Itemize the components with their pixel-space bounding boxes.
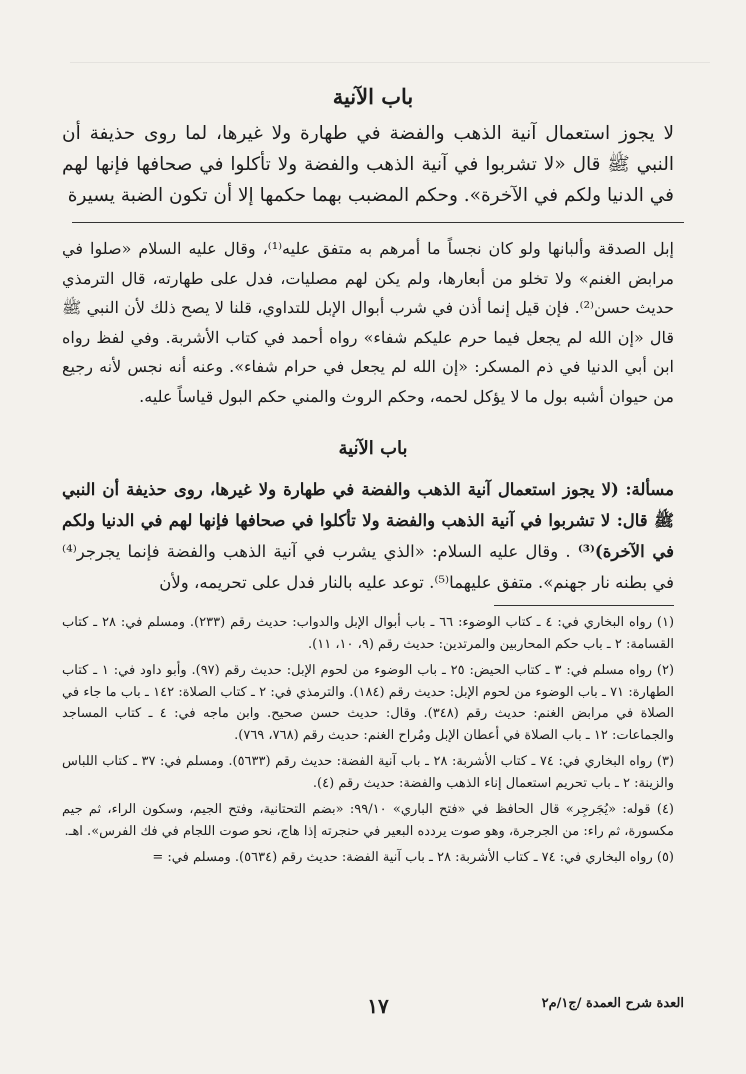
footnote-divider: [494, 605, 674, 606]
masala-label: مسألة:: [625, 480, 674, 499]
footnote-2: (٢) رواه مسلم في: ٣ ـ كتاب الحيض: ٢٥ ـ باب الوضوء من لحوم الإبل: حديث رقم (٩٧). وأبو داود في: ١ ـ كتاب الطهارة: ٧١ ـ باب الوضوء من لحوم الإبل: حديث رقم (١٨٤). والترمذي في: ٢ ـ كتاب الصلاة: ١٤٢ ـ باب ما جاء في الصلاة في مرابض الغنم: حديث رقم (٣٤٨). وقال: حديث حسن صحيح. وابن ماجه في: ٤ ـ كتاب المساجد والجماعات: ١٢ ـ باب الصلاة في أعطان الإبل ومُراح الغنم: حديث رقم (٧٦٨، ٧٦٩).: [62, 663, 675, 743]
matn-paragraph: لا يجوز استعمال آنية الذهب والفضة في طهارة ولا غيرها، لما روى حذيفة أن النبي ﷺ قال «لا تشربوا في آنية الذهب والفضة ولا تأكلوا في صحافها فإنها لهم في الدنيا ولكم في الآخرة». وحكم المضبب بهما حكمها إلا أن تكون الضبة يسيرة: [62, 123, 674, 206]
masala-quote: (لا يجوز استعمال آنية الذهب والفضة في طهارة ولا غيرها، روى حذيفة أن النبي ﷺ قال: لا تشربوا في آنية الذهب والفضة ولا تأكلوا في صحافها فإنها لهم في الدنيا ولكم في الآخرة)⁽³⁾: [62, 480, 674, 561]
matn-divider: [72, 222, 684, 223]
running-title: العدة شرح العمدة /ج١/م٢: [541, 996, 684, 1011]
footnote-1: (١) رواه البخاري في: ٤ ـ كتاب الوضوء: ٦٦ ـ باب أبوال الإبل والدواب: حديث رقم (٢٣٣). ومسلم في: ٢٨ ـ كتاب القسامة: ٢ ـ باب حكم المحاربين والمرتدين: حديث رقم (٩، ١٠، ١١).: [62, 615, 675, 652]
page-number: ١٧: [367, 994, 389, 1018]
commentary-paragraph: إبل الصدقة وألبانها ولو كان نجساً ما أمرهم به متفق عليه⁽¹⁾، وقال عليه السلام «صلوا في مرابض الغنم» ولا تخلو من أبعارها، ولم يكن لهم مصليات، فدل على طهارته، قال الترمذي حديث حسن⁽²⁾. فإن قيل إنما أذن في شرب أبوال الإبل للتداوي، قلنا لا يصح ذلك لأن النبي ﷺ قال «إن الله لم يجعل فيما حرم عليكم شفاء» رواه أحمد في كتاب الأشربة. وفي لفظ رواه ابن أبي الدنيا في ذم المسكر: «إن الله لم يجعل في حرام شفاء». وعنه أنه نجس لأنه رجيع من حيوان أشبه بول ما لا يؤكل لحمه، وحكم الروث والمني حكم البول قياساً عليه.: [62, 239, 675, 406]
masala-rest: . وقال عليه السلام: «الذي يشرب في آنية الذهب والفضة فإنما يجرجر⁽⁴⁾ في بطنه نار جهنم». متفق عليهما⁽⁵⁾. توعد عليه بالنار فدل على تحريمه، ولأن: [62, 542, 674, 592]
footnote-4: (٤) قوله: «يُجَرجِر» قال الحافظ في «فتح الباري» ٩٩/١٠: «بضم التحتانية، وفتح الجيم، وسكون الراء، ثم جيم مكسورة، ثم راء: من الجرجرة، وهو صوت يردده البعير في حنجرته إذا هاج، نحو صوت اللجام في فك الفرس». اهـ.: [62, 802, 674, 839]
chapter-heading: باب الآنية: [332, 84, 414, 109]
footnote-3: (٣) رواه البخاري في: ٧٤ ـ كتاب الأشربة: ٢٨ ـ باب آنية الفضة: حديث رقم (٥٦٣٣). ومسلم في: ٣٧ ـ كتاب اللباس والزينة: ٢ ـ باب تحريم استعمال إناء الذهب والفضة: حديث رقم (٤).: [62, 754, 675, 791]
commentary-top: [62, 234, 674, 411]
page-footer: [72, 996, 684, 1026]
section-subheading: باب الآنية: [338, 438, 408, 459]
footnote-5: (٥) رواه البخاري في: ٧٤ ـ كتاب الأشربة: ٢٨ ـ باب آنية الفضة: حديث رقم (٥٦٣٤). ومسلم في: =: [152, 850, 674, 865]
matn-text: [62, 118, 674, 211]
commentary-bottom: [62, 474, 674, 598]
footnotes: [62, 612, 674, 874]
faded-bleed-through: [70, 62, 710, 77]
commentary-masala: [62, 474, 674, 598]
